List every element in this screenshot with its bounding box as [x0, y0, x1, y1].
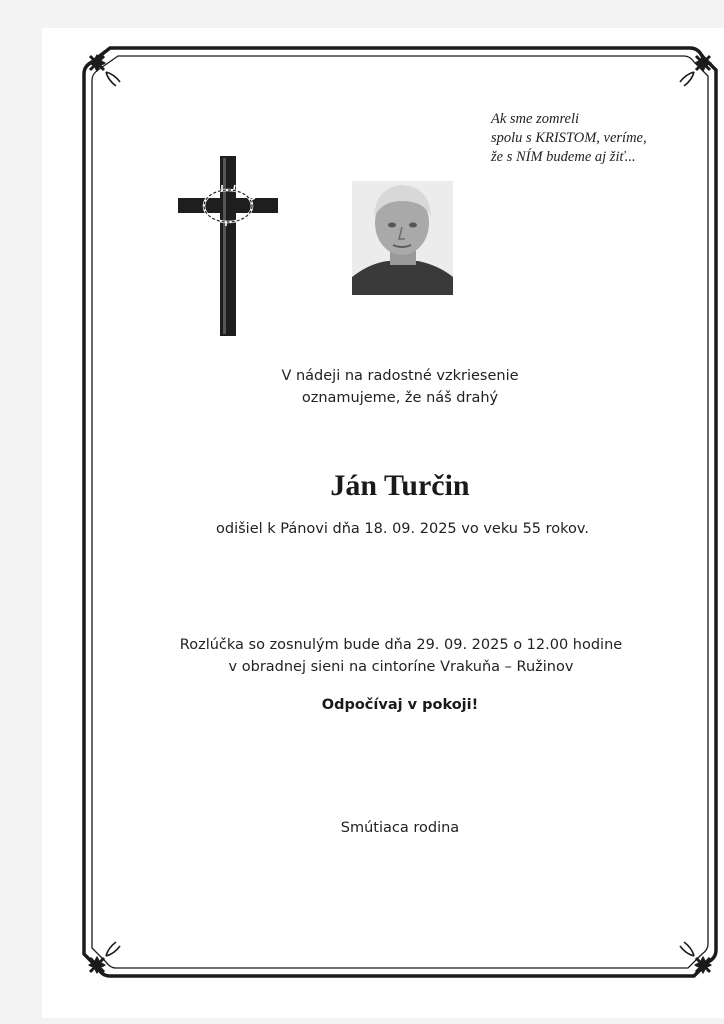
intro-line: V nádeji na radostné vzkriesenie — [281, 368, 519, 384]
motto-line: spolu s KRISTOM, veríme, — [491, 130, 647, 146]
funeral-line: v obradnej sieni na cintoríne Vrakuňa – Ružinov — [228, 659, 574, 675]
intro-text — [0, 365, 724, 409]
portrait-photo — [352, 181, 453, 295]
ornament-corner-icon — [86, 52, 124, 90]
motto-line: Ak sme zomreli — [491, 111, 580, 127]
ornament-corner-icon — [676, 938, 714, 976]
family-signature: Smútiaca rodina — [340, 820, 460, 836]
death-notice: odišiel k Pánovi dňa 18. 09. 2025 vo veku 55 rokov. — [216, 521, 589, 537]
deceased-name: Ján Turčin — [330, 469, 470, 502]
ornament-corner-icon — [86, 938, 124, 976]
motto-line: že s NÍM budeme aj žiť... — [491, 149, 636, 165]
funeral-line: Rozlúčka so zosnulým bude dňa 29. 09. 2025 o 12.00 hodine — [179, 637, 623, 653]
motto-quote — [491, 110, 711, 167]
rest-in-peace: Odpočívaj v pokoji! — [321, 697, 479, 713]
cross-with-crown-of-thorns-icon — [176, 154, 280, 338]
funeral-details — [0, 634, 724, 678]
intro-line: oznamujeme, že náš drahý — [301, 390, 499, 406]
ornament-corner-icon — [676, 52, 714, 90]
